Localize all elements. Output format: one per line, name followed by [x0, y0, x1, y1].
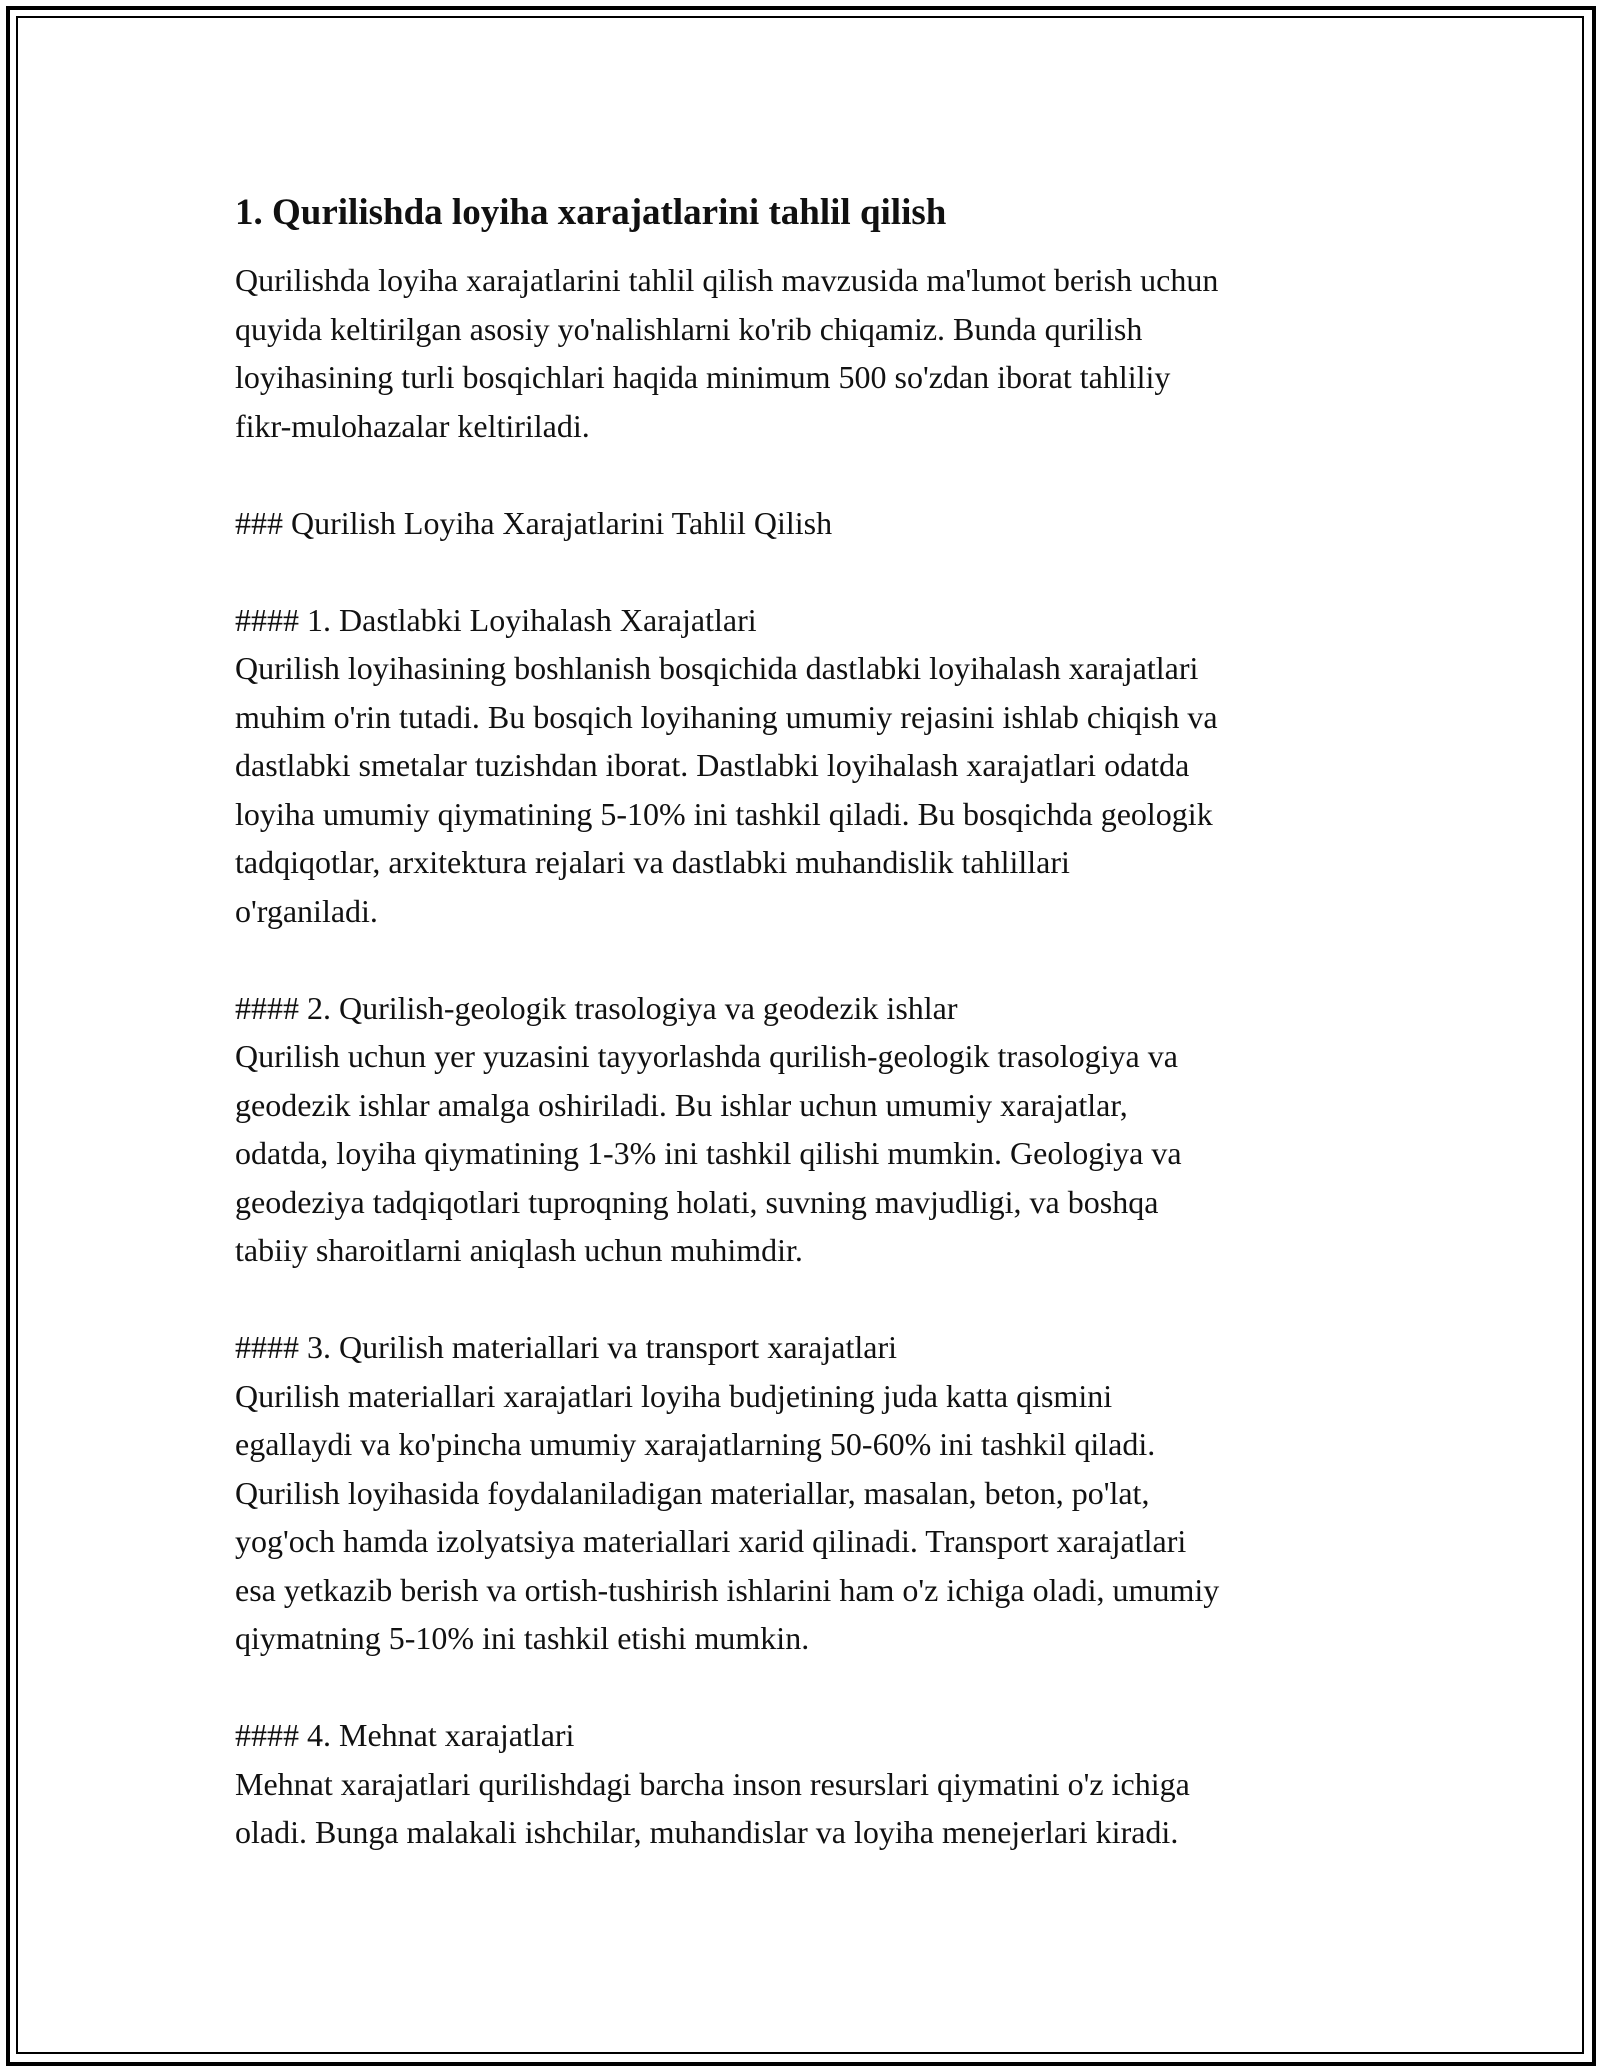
spacer: [235, 1663, 1385, 1712]
section-line: muhim o'rin tutadi. Bu bosqich loyihaning umumiy rejasini ishlab chiqish va: [235, 698, 1218, 735]
section-line: oladi. Bunga malakali ishchilar, muhandislar va loyiha menejerlari kiradi.: [235, 1814, 1179, 1850]
section-line: tabiiy sharoitlarni aniqlash uchun muhimdir.: [235, 1232, 803, 1268]
intro-line: loyihasining turli bosqichlari haqida minimum 500 so'zdan iborat tahliliy: [235, 359, 1171, 395]
section-1: [235, 596, 1385, 936]
intro-paragraph: [235, 256, 1385, 450]
section-line: loyiha umumiy qiymatining 5-10% ini tashkil qiladi. Bu bosqichda geologik: [235, 795, 1213, 832]
intro-line: fikr-mulohazalar keltiriladi.: [235, 407, 590, 444]
document-body: [235, 188, 1385, 1857]
section-line: tadqiqotlar, arxitektura rejalari va dastlabki muhandislik tahlillari: [235, 844, 1070, 880]
section-heading: #### 2. Qurilish-geologik trasologiya va geodezik ishlar: [235, 989, 958, 1026]
document-title: 1. Qurilishda loyiha xarajatlarini tahlil qilish: [235, 192, 947, 233]
section-4: [235, 1711, 1385, 1857]
section-line: geodeziya tadqiqotlari tuproqning holati, suvning mavjudligi, va boshqa: [235, 1183, 1159, 1220]
section-line: esa yetkazib berish va ortish-tushirish ishlarini ham o'z ichiga oladi, umumiy: [235, 1571, 1220, 1608]
intro-line: quyida keltirilgan asosiy yo'nalishlarni ko'rib chiqamiz. Bunda qurilish: [235, 310, 1143, 347]
section-line: yog'och hamda izolyatsiya materiallari xarid qilinadi. Transport xarajatlari: [235, 1523, 1187, 1559]
section-line: Qurilish materiallari xarajatlari loyiha budjetining juda katta qismini: [235, 1377, 1113, 1414]
section-heading: #### 4. Mehnat xarajatlari: [235, 1717, 575, 1753]
section-heading: #### 1. Dastlabki Loyihalash Xarajatlari: [235, 601, 757, 638]
intro-line: Qurilishda loyiha xarajatlarini tahlil qilish mavzusida ma'lumot berish uchun: [235, 262, 1219, 298]
section-line: o'rganiladi.: [235, 892, 378, 929]
section-heading: #### 3. Qurilish materiallari va transport xarajatlari: [235, 1329, 897, 1365]
section-subtitle: ### Qurilish Loyiha Xarajatlarini Tahlil Qilish: [235, 504, 833, 541]
section-line: Qurilish loyihasida foydalaniladigan materiallar, masalan, beton, po'lat,: [235, 1474, 1150, 1511]
section-line: qiymatning 5-10% ini tashkil etishi mumkin.: [235, 1620, 810, 1656]
section-line: geodezik ishlar amalga oshiriladi. Bu ishlar uchun umumiy xarajatlar,: [235, 1086, 1128, 1123]
section-line: Mehnat xarajatlari qurilishdagi barcha inson resurslari qiymatini o'z ichiga: [235, 1765, 1190, 1802]
section-line: egallaydi va ko'pincha umumiy xarajatlarning 50-60% ini tashkil qiladi.: [235, 1426, 1156, 1462]
section-3: [235, 1323, 1385, 1663]
section-line: dastlabki smetalar tuzishdan iborat. Dastlabki loyihalash xarajatlari odatda: [235, 747, 1190, 783]
section-line: Qurilish loyihasining boshlanish bosqichida dastlabki loyihalash xarajatlari: [235, 650, 1199, 686]
section-2: [235, 984, 1385, 1275]
spacer: [235, 450, 1385, 499]
spacer: [235, 1275, 1385, 1324]
spacer: [235, 547, 1385, 596]
section-line: odatda, loyiha qiymatining 1-3% ini tashkil qilishi mumkin. Geologiya va: [235, 1135, 1182, 1171]
section-line: Qurilish uchun yer yuzasini tayyorlashda qurilish-geologik trasologiya va: [235, 1038, 1178, 1074]
spacer: [235, 935, 1385, 984]
